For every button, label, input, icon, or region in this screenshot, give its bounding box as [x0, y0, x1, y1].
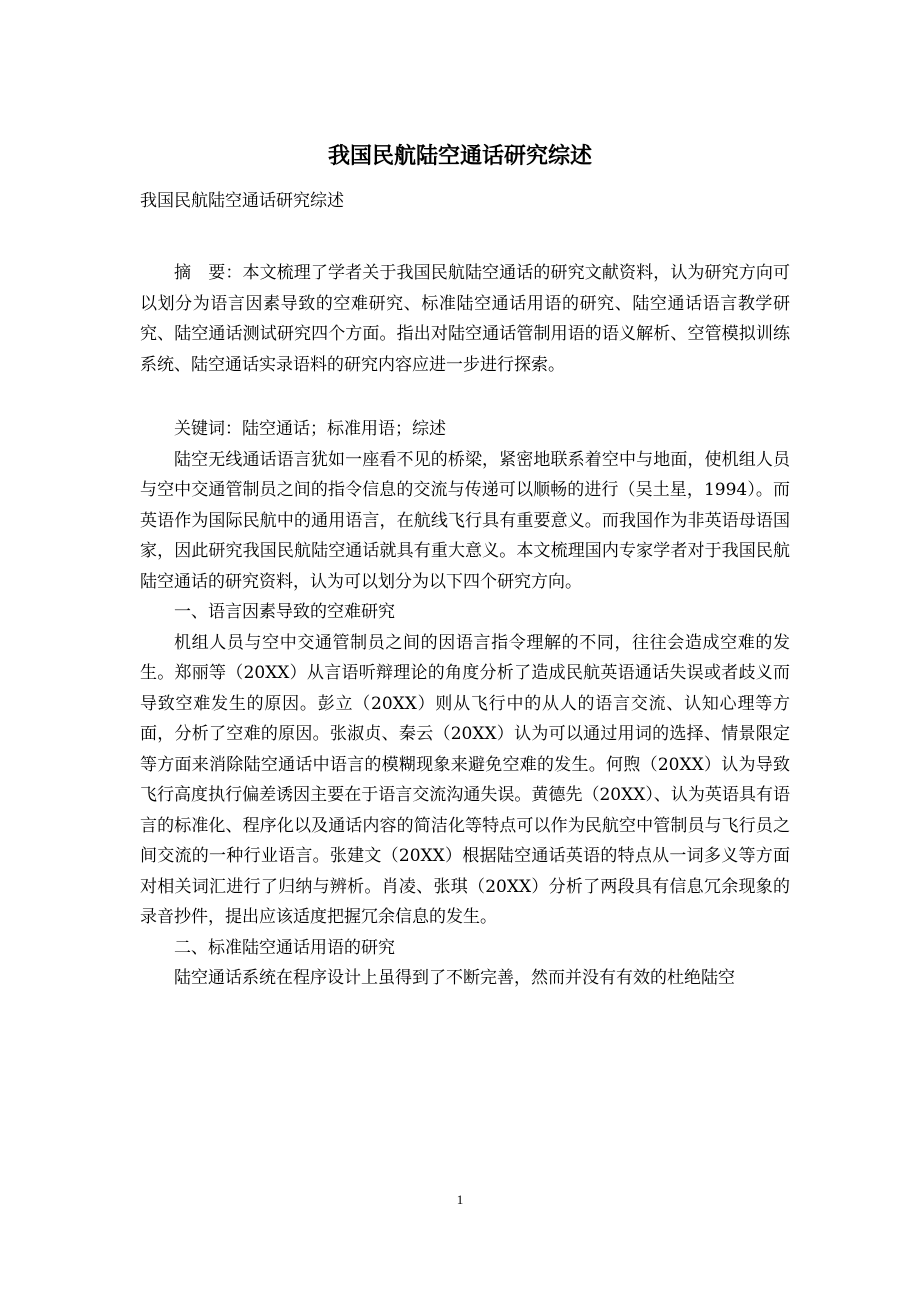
- document-subtitle: 我国民航陆空通话研究综述: [140, 191, 344, 211]
- intro-paragraph: 陆空无线通话语言犹如一座看不见的桥梁，紧密地联系着空中与地面，使机组人员与空中交通管制员之间的指令信息的交流与传递可以顺畅的进行（吴土星，1994）。而英语作为国际民航中的通用语言，在航线飞行具有重要意义。而我国作为非英语母语国家，因此研究我国民航陆空通话就具有重大意义。本文梳理国内专家学者对于我国民航陆空通话的研究资料，认为可以划分为以下四个研究方向。: [140, 449, 790, 592]
- section-heading-2: 二、标准陆空通话用语的研究: [174, 937, 395, 958]
- section-heading-1: 一、语言因素导致的空难研究: [174, 602, 395, 622]
- page-number: 1: [456, 1192, 464, 1207]
- section-2-paragraph: 陆空通话系统在程序设计上虽得到了不断完善，然而并没有有效的杜绝陆空: [174, 968, 735, 988]
- document-body: [140, 258, 790, 994]
- abstract-paragraph: 摘 要：本文梳理了学者关于我国民航陆空通话的研究文献资料，认为研究方向可以划分为语言因素导致的空难研究、标准陆空通话用语的研究、陆空通话语言教学研究、陆空通话测试研究四个方面。指出对陆空通话管制用语的语义解析、空管模拟训练系统、陆空通话实录语料的研究内容应进一步进行探索。: [140, 263, 790, 375]
- document-title: 我国民航陆空通话研究综述: [327, 143, 592, 169]
- section-1-paragraph: 机组人员与空中交通管制员之间的因语言指令理解的不同，往往会造成空难的发生。郑丽等（20XX）从言语听辩理论的角度分析了造成民航英语通话失误或者歧义而导致空难发生的原因。彭立（20XX）则从飞行中的从人的语言交流、认知心理等方面，分析了空难的原因。张淑贞、秦云（20XX）认为可以通过用词的选择、情景限定等方面来消除陆空通话中语言的模糊现象来避免空难的发生。何煦（20XX）认为导致飞行高度执行偏差诱因主要在于语言交流沟通失误。黄德先（20XX）、认为英语具有语言的标准化、程序化以及通话内容的简洁化等特点可以作为民航空中管制员与飞行员之间交流的一种行业语言。张建文（20XX）根据陆空通话英语的特点从一词多义等方面对相关词汇进行了归纳与辨析。肖凌、张琪（20XX）分析了两段具有信息冗余现象的录音抄件，提出应该适度把握冗余信息的发生。: [140, 632, 790, 927]
- keywords-paragraph: 关键词：陆空通话；标准用语；综述: [174, 419, 446, 439]
